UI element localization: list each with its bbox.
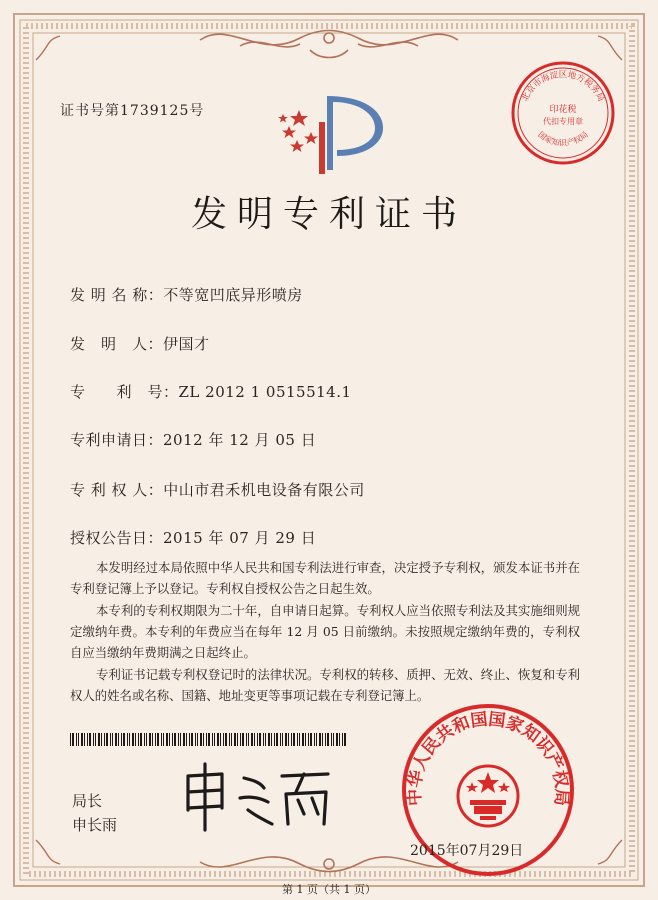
- barcode-bar: [146, 733, 147, 746]
- barcode-bar: [248, 733, 249, 746]
- national-emblem-icon: [458, 766, 518, 826]
- barcode-bar: [223, 733, 224, 746]
- barcode-bar: [144, 733, 145, 746]
- barcode-bar: [339, 733, 340, 746]
- barcode-bar: [322, 733, 323, 746]
- barcode-bar: [70, 733, 71, 746]
- barcode-bar: [89, 733, 91, 746]
- barcode-bar: [132, 733, 134, 746]
- barcode-bar: [155, 733, 156, 746]
- barcode-bar: [115, 733, 117, 746]
- barcode-bar: [271, 733, 272, 746]
- cnipa-seal-ring-text: 中华人民共和国国家知识产权局: [404, 709, 572, 807]
- barcode-bar: [237, 733, 238, 746]
- barcode-bar: [152, 733, 153, 746]
- barcode-bar: [240, 733, 241, 746]
- barcode-bar: [78, 733, 79, 746]
- paragraph-1: 本发明经过本局依照中华人民共和国专利法进行审查，决定授予专利权，颁发本证书并在专利登记簿上予以登记。专利权自授权公告之日起生效。: [70, 560, 580, 596]
- barcode-bar: [214, 733, 215, 746]
- inventor-field: 发 明 人：伊国才: [70, 335, 210, 353]
- svg-text:中华人民共和国国家知识产权局: [404, 710, 573, 807]
- barcode-bar: [197, 733, 198, 746]
- barcode-bar: [229, 733, 230, 746]
- barcode-bar: [191, 733, 193, 746]
- barcode-bar: [174, 733, 176, 746]
- seal-date: 2015年07月29日: [410, 843, 524, 859]
- barcode-bar: [157, 733, 159, 746]
- barcode-bar: [282, 733, 283, 746]
- grant-date-field: 授权公告日：2015 年 07 月 29 日: [70, 529, 317, 547]
- svg-text:国家知识产权局: [536, 130, 590, 148]
- barcode-bar: [84, 733, 85, 746]
- barcode-bar: [305, 733, 306, 746]
- barcode-bar: [220, 733, 221, 746]
- barcode-bar: [161, 733, 162, 746]
- barcode-bar: [246, 733, 247, 746]
- cnipa-logo-icon: [275, 92, 395, 180]
- barcode-bar: [280, 733, 281, 746]
- barcode-bar: [178, 733, 179, 746]
- tax-seal-icon: [508, 58, 618, 168]
- barcode-bar: [319, 733, 321, 746]
- barcode-bar: [72, 733, 74, 746]
- tax-seal-bottom-text: 国家知识产权局: [536, 129, 590, 148]
- barcode-bar: [106, 733, 108, 746]
- barcode: [70, 731, 350, 744]
- barcode-bar: [172, 733, 173, 746]
- barcode-bar: [110, 733, 111, 746]
- barcode-bar: [234, 733, 236, 746]
- barcode-bar: [93, 733, 94, 746]
- director-title: 局长: [72, 792, 103, 810]
- patent-number-field: 专 利 号：ZL 2012 1 0515514.1: [70, 383, 352, 401]
- tax-seal-center-2: 代扣专用章: [543, 117, 583, 126]
- barcode-bar: [180, 733, 181, 746]
- application-date-field: 专利申请日：2012 年 12 月 05 日: [70, 431, 317, 449]
- barcode-bar: [129, 733, 130, 746]
- barcode-bar: [200, 733, 202, 746]
- barcode-bar: [81, 733, 83, 746]
- barcode-bar: [95, 733, 96, 746]
- page-title: 发明专利证书: [190, 194, 467, 235]
- barcode-bar: [121, 733, 122, 746]
- barcode-bar: [297, 733, 298, 746]
- barcode-bar: [166, 733, 168, 746]
- barcode-bar: [263, 733, 264, 746]
- barcode-bar: [333, 733, 334, 746]
- barcode-icon: [70, 733, 350, 746]
- barcode-bar: [302, 733, 304, 746]
- tax-seal-center-1: 印花税: [549, 105, 577, 115]
- barcode-bar: [138, 733, 139, 746]
- barcode-bar: [242, 733, 244, 746]
- barcode-bar: [208, 733, 210, 746]
- director-signature-icon: [178, 758, 338, 838]
- barcode-bar: [76, 733, 77, 746]
- barcode-bar: [118, 733, 119, 746]
- barcode-bar: [189, 733, 190, 746]
- barcode-bar: [104, 733, 105, 746]
- tax-seal-ring-text: 北京市海淀区地方税务局: [520, 70, 606, 104]
- barcode-bar: [225, 733, 227, 746]
- barcode-bar: [288, 733, 289, 746]
- barcode-bar: [149, 733, 151, 746]
- barcode-bar: [203, 733, 204, 746]
- barcode-bar: [140, 733, 142, 746]
- barcode-bar: [98, 733, 100, 746]
- barcode-bar: [299, 733, 300, 746]
- patentee-field: 专 利 权 人：中山市君禾机电设备有限公司: [70, 481, 365, 499]
- barcode-bar: [268, 733, 270, 746]
- barcode-bar: [344, 733, 346, 746]
- barcode-bar: [327, 733, 329, 746]
- barcode-bar: [112, 733, 113, 746]
- invention-name-field: 发 明 名 称：不等宽凹底异形喷房: [70, 286, 303, 304]
- barcode-bar: [183, 733, 185, 746]
- barcode-bar: [285, 733, 287, 746]
- barcode-bar: [293, 733, 295, 746]
- barcode-bar: [217, 733, 219, 746]
- barcode-bar: [276, 733, 278, 746]
- barcode-bar: [342, 733, 343, 746]
- barcode-bar: [325, 733, 326, 746]
- barcode-bar: [291, 733, 292, 746]
- barcode-bar: [186, 733, 187, 746]
- barcode-bar: [251, 733, 253, 746]
- top-ornament: [200, 31, 458, 58]
- paragraph-3: 专利证书记载专利权登记时的法律状况。专利权的转移、质押、无效、终止、恢复和专利权人的姓名或名称、国籍、地址变更等事项记载在专利登记簿上。: [70, 667, 580, 703]
- barcode-bar: [206, 733, 207, 746]
- barcode-bar: [310, 733, 312, 746]
- barcode-bar: [336, 733, 338, 746]
- barcode-bar: [123, 733, 125, 746]
- barcode-bar: [212, 733, 213, 746]
- director-name: 申长雨: [72, 816, 118, 834]
- barcode-bar: [163, 733, 164, 746]
- certificate-number: 证书号第1739125号: [60, 103, 205, 119]
- barcode-bar: [316, 733, 317, 746]
- barcode-bar: [254, 733, 255, 746]
- barcode-bar: [265, 733, 266, 746]
- barcode-bar: [314, 733, 315, 746]
- barcode-bar: [101, 733, 102, 746]
- barcode-bar: [257, 733, 258, 746]
- paragraph-2: 本专利的专利权期限为二十年，自申请日起算。专利权人应当依照专利法及其实施细则规定缴纳年费。本专利的年费应当在每年 12 月 05 日前缴纳。未按照规定缴纳年费的，专利权自应当缴纳年费期满之日起终止。: [70, 603, 580, 660]
- barcode-bar: [135, 733, 136, 746]
- tax-seal: [508, 58, 618, 168]
- barcode-bar: [87, 733, 88, 746]
- barcode-bar: [195, 733, 196, 746]
- page-footer: 第 1 页（共 1 页）: [282, 883, 376, 896]
- barcode-bar: [308, 733, 309, 746]
- barcode-bar: [169, 733, 170, 746]
- barcode-bar: [259, 733, 261, 746]
- barcode-bar: [127, 733, 128, 746]
- barcode-bar: [274, 733, 275, 746]
- barcode-bar: [331, 733, 332, 746]
- barcode-bar: [231, 733, 232, 746]
